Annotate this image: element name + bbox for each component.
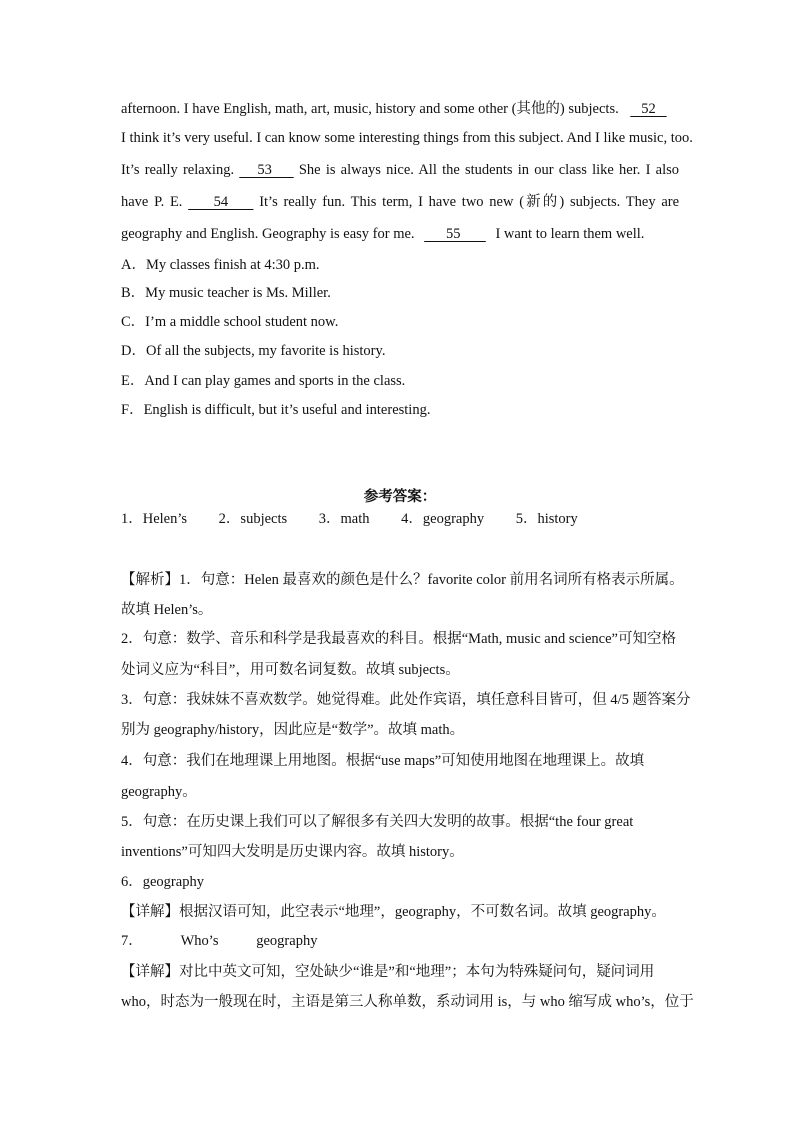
option-f: F．English is difficult, but it’s useful and interesting. <box>121 402 431 418</box>
q7-answer-b: geography <box>256 933 318 949</box>
option-c: C．I’m a middle school student now. <box>121 314 339 330</box>
answer-row <box>121 509 606 529</box>
question-6: 6．geography <box>121 874 204 890</box>
detail-6: 【详解】根据汉语可知，此空表示“地理”，geography，不可数名词。故填 geography。 <box>121 904 666 920</box>
option-a: A．My classes finish at 4:30 p.m. <box>121 257 320 273</box>
option-b: B．My music teacher is Ms. Miller. <box>121 285 331 301</box>
answer-5: 5．history <box>515 511 578 527</box>
explanation-1a: 【解析】1．句意：Helen 最喜欢的颜色是什么？favorite color 前用名词所有格表示所属。 <box>121 572 684 588</box>
passage-line-4: have P. E. 54 It’s really fun. This term, I have two new (新的) subjects. They are <box>121 194 680 210</box>
answer-title: 参考答案： <box>363 489 437 505</box>
q7-answer-a: Who’s <box>180 933 219 949</box>
explanation-5b: inventions”可知四大发明是历史课内容。故填 history。 <box>121 844 464 860</box>
blank-55: 55 <box>424 226 486 242</box>
blank-53: 53 <box>239 162 294 178</box>
passage-line-5: geography and English. Geography is easy for me. 55 I want to learn them well. <box>121 226 645 242</box>
answer-2: 2．subjects <box>218 511 288 527</box>
detail-7a: 【详解】对比中英文可知，空处缺少“谁是”和“地理”；本句为特殊疑问句，疑问词用 <box>121 964 655 980</box>
explanation-2b: 处词义应为“科目”，用可数名词复数。故填 subjects。 <box>121 662 460 678</box>
answer-1: 1．Helen’s <box>121 511 188 527</box>
explanation-3a: 3．句意：我妹妹不喜欢数学。她觉得难。此处作宾语，填任意科目皆可，但 4/5 题答案分 <box>121 692 691 708</box>
explanation-2a: 2．句意：数学、音乐和科学是我最喜欢的科目。根据“Math, music and science”可知空格 <box>121 631 676 647</box>
option-d: D．Of all the subjects, my favorite is history. <box>121 343 386 359</box>
explanation-5a: 5．句意：在历史课上我们可以了解很多有关四大发明的故事。根据“the four great <box>121 814 634 830</box>
explanation-4b: geography。 <box>121 784 197 800</box>
answer-4: 4．geography <box>401 511 485 527</box>
explanation-4a: 4．句意：我们在地理课上用地图。根据“use maps”可知使用地图在地理课上。故填 <box>121 753 645 769</box>
passage-text: afternoon. I have English, math, art, music, history and some other (其他的) subjects. <box>121 101 619 117</box>
detail-7b: who，时态为一般现在时，主语是第三人称单数，系动词用 is，与 who 缩写成 who’s，位于 <box>121 994 694 1010</box>
q7-number: 7． <box>121 933 143 949</box>
option-e: E．And I can play games and sports in the class. <box>121 373 406 389</box>
blank-52: 52 <box>630 101 667 117</box>
explanation-1b: 故填 Helen’s。 <box>121 602 213 618</box>
answer-3: 3．math <box>318 511 370 527</box>
passage-line-2: I think it’s very useful. I can know some interesting things from this subject. And I like music, too. <box>121 130 693 146</box>
question-7 <box>121 931 317 951</box>
blank-54: 54 <box>188 194 254 210</box>
explanation-3b: 别为 geography/history，因此应是“数学”。故填 math。 <box>121 722 465 738</box>
passage-line-3: It’s really relaxing. 53 She is always nice. All the students in our class like her. I also <box>121 162 679 178</box>
passage-line-1 <box>121 99 667 119</box>
